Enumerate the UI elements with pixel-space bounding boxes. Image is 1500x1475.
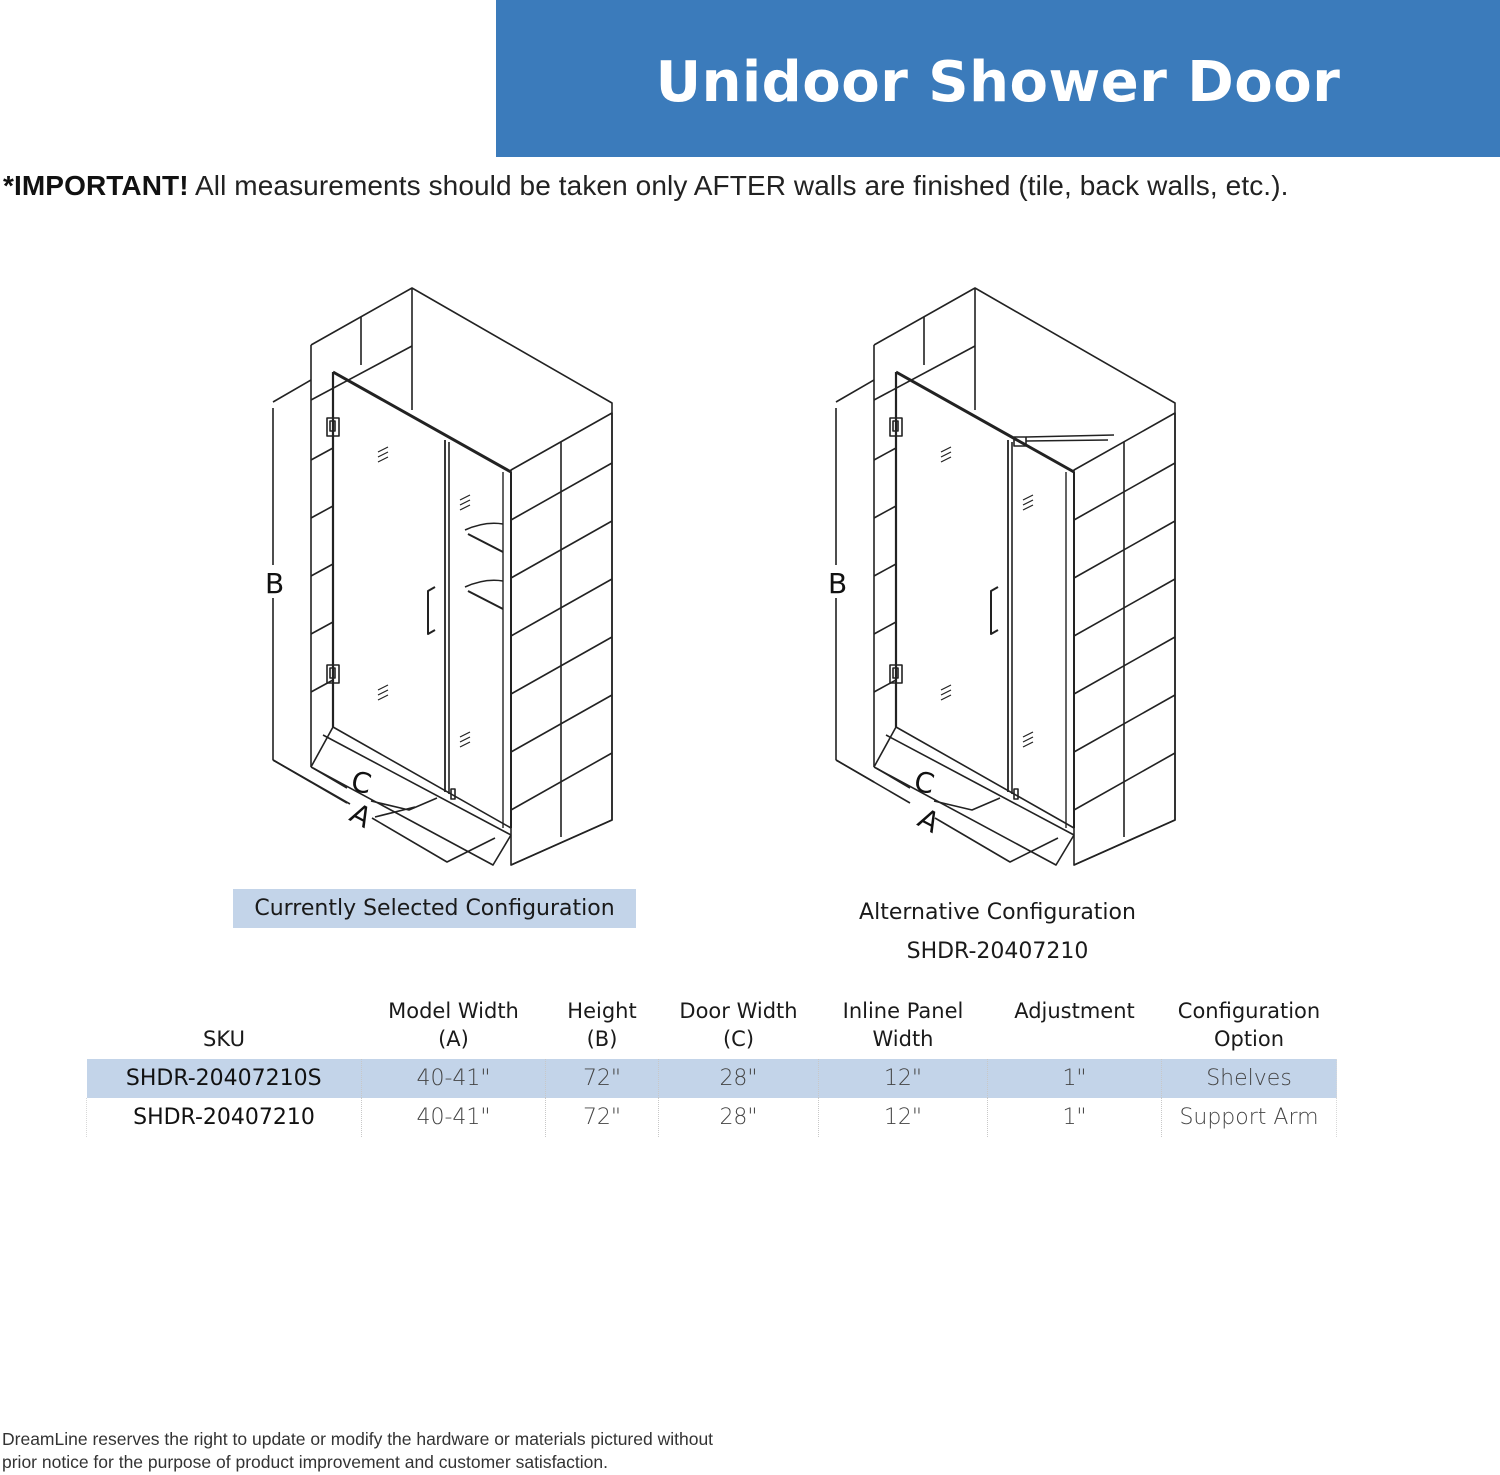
alternative-configuration-sku: SHDR-20407210 (906, 939, 1089, 964)
table-row-selected[interactable] (87, 1059, 1337, 1098)
cell-height: 72" (546, 1059, 659, 1098)
notice-emphasis: *IMPORTANT! (3, 170, 189, 201)
cell-door-width: 28" (659, 1098, 819, 1137)
column-header-adjustment: Adjustment (1014, 999, 1135, 1023)
dimension-label-a: A (344, 796, 378, 835)
cell-model-width: 40-41" (362, 1098, 546, 1137)
cell-door-width: 28" (659, 1059, 819, 1098)
table-header-row (87, 995, 1337, 1059)
column-header-sku: SKU (203, 1027, 245, 1051)
selected-configuration-label: Currently Selected Configuration (233, 889, 636, 928)
page-title: Unidoor Shower Door (655, 50, 1341, 115)
column-header-configuration-option: Configuration Option (1177, 999, 1321, 1051)
cell-configuration-option: Shelves (1162, 1059, 1337, 1098)
alternative-configuration-label (820, 893, 1175, 971)
column-header-model-width: Model Width (A) (388, 999, 519, 1051)
cell-inline-panel-width: 12" (819, 1098, 988, 1137)
dimension-label-c: C (911, 764, 938, 801)
shower-door-support-arm-diagram (818, 280, 1198, 880)
cell-sku: SHDR-20407210S (87, 1059, 362, 1098)
diagram-selected-configuration (255, 280, 635, 880)
cell-adjustment: 1" (988, 1059, 1162, 1098)
cell-adjustment: 1" (988, 1098, 1162, 1137)
cell-inline-panel-width: 12" (819, 1059, 988, 1098)
diagram-alternative-configuration (818, 280, 1198, 880)
column-header-door-width: Door Width (C) (679, 999, 798, 1051)
cell-sku: SHDR-20407210 (87, 1098, 362, 1137)
cell-model-width: 40-41" (362, 1059, 546, 1098)
table-row[interactable] (87, 1098, 1337, 1137)
cell-height: 72" (546, 1098, 659, 1137)
dimension-label-b: B (828, 567, 848, 600)
specification-table (86, 995, 1337, 1137)
cell-configuration-option: Support Arm (1162, 1098, 1337, 1137)
notice-text: All measurements should be taken only AFTER walls are finished (tile, back walls, etc.). (188, 170, 1289, 201)
dimension-label-c: C (348, 764, 375, 801)
dimension-label-a: A (912, 801, 946, 840)
disclaimer-line-1: DreamLine reserves the right to update or modify the hardware or materials pictured without (2, 1429, 714, 1449)
disclaimer (2, 1428, 713, 1474)
dimension-label-b: B (265, 567, 285, 600)
column-header-height: Height (B) (567, 999, 637, 1051)
alternative-configuration-title: Alternative Configuration (859, 900, 1136, 925)
shower-door-shelves-diagram (255, 280, 635, 880)
disclaimer-line-2: prior notice for the purpose of product improvement and customer satisfaction. (2, 1452, 608, 1472)
measurement-notice (3, 170, 1289, 202)
title-banner (496, 0, 1500, 157)
column-header-inline-panel-width: Inline Panel Width (842, 999, 964, 1051)
